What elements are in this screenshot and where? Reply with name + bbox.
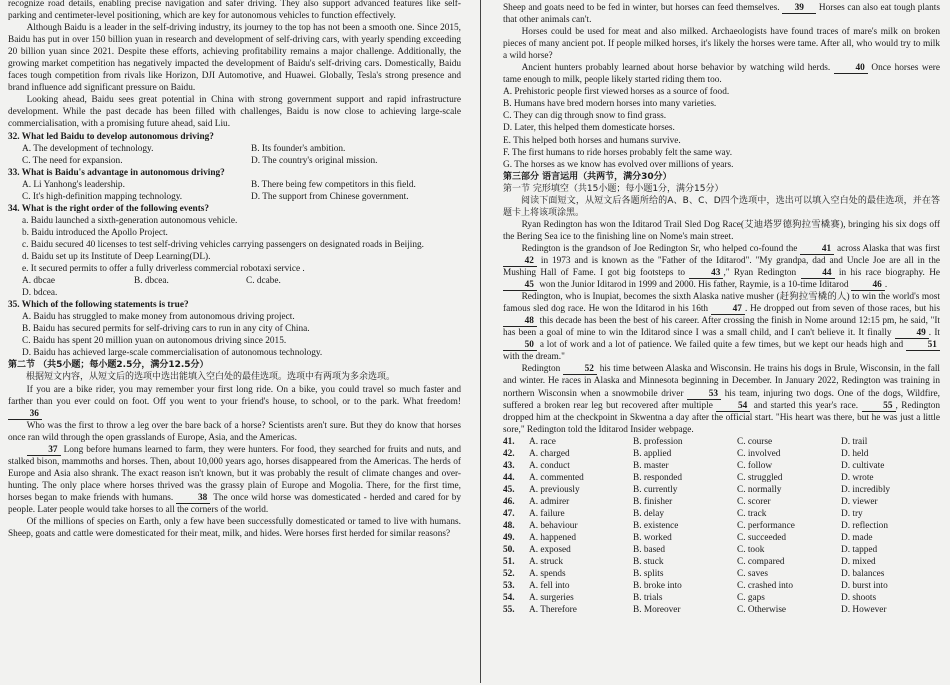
event-d: d. Baidu set up its Institute of Deep Learning(DL). — [22, 251, 211, 262]
left-column — [8, 0, 461, 681]
s2-option-b[interactable]: B. Humans have bred modern horses into many varieties. — [503, 99, 717, 110]
cloze-option[interactable]: B. master — [633, 460, 669, 471]
cloze-question-number: 48. — [503, 521, 515, 532]
cloze-question-number: 52. — [503, 569, 515, 580]
cloze-option[interactable]: B. splits — [633, 569, 664, 580]
cloze-paragraph-1: Ryan Redington has won the Iditarod Trail Sled Dog Race(艾迪塔罗德狗拉雪橇赛), bringing his six dogs off the Bering Sea ice to the finishing line on Nome's main street. — [503, 219, 940, 242]
option-35b[interactable]: B. Baidu has secured permits for self-driving cars to run in any city of China. — [22, 324, 310, 335]
cloze-option[interactable]: C. follow — [737, 460, 773, 471]
cloze-option[interactable]: D. wrote — [841, 472, 874, 483]
cloze-question-number: 42. — [503, 448, 515, 459]
s2-paragraph-6: Horses could be used for meat and also milked. Archaeologists have found traces of mare's milk on broken pieces of many ancient pot. If people milked horses, it's likely the horses were tame. After all, who would try to milk a wild horse? — [503, 27, 940, 62]
paragraph-looking-ahead: Looking ahead, Baidu sees great potential in China with strong government support and rapid infrastructure development. While the past decade has been filled with challenges, Baidu is now close to achieving large-scale commercialisation, with a promising future ahead, said Liu. — [8, 95, 461, 130]
cloze-option-row — [503, 568, 940, 580]
cloze-option[interactable]: A. struck — [529, 557, 564, 568]
part-3-header: 第三部分 语言运用（共两节，满分30分） — [503, 171, 672, 182]
cloze-option-row — [503, 484, 940, 496]
question-34-options — [8, 275, 461, 299]
cloze-paragraph-2: Redington is the grandson of Joe Redington Sr, who helped co-found the 41 across Alaska that was first 42 in 1973 and is known as the "Father of the Iditarod". "My grandpa, dad and Uncle Joe are all in the Mushing Hall of Fame. I got big footsteps to 43 ," Ryan Redington 44 in his race biography. He 45 won the Junior Iditarod in 1999 and 2000. His father, Raymie, is a 10-time Iditarod 46 . — [503, 243, 940, 291]
cloze-question-number: 47. — [503, 508, 515, 519]
option-33c[interactable]: C. It's high-definition mapping technology. — [22, 191, 183, 202]
s2-option-d[interactable]: D. Later, this helped them domesticate horses. — [503, 123, 675, 134]
cloze-question-number: 53. — [503, 581, 515, 592]
cloze-option[interactable]: A. admirer — [529, 496, 570, 507]
cloze-question-number: 51. — [503, 557, 515, 568]
cloze-question-number: 45. — [503, 484, 515, 495]
option-34b[interactable]: B. dbcea. — [134, 276, 169, 287]
cloze-option[interactable]: B. based — [633, 545, 666, 556]
cloze-option-row — [503, 460, 940, 472]
cloze-option[interactable]: C. Otherwise — [737, 605, 787, 616]
cloze-option[interactable]: A. failure — [529, 508, 565, 519]
cloze-option-row — [503, 604, 940, 616]
cloze-option[interactable]: B. worked — [633, 533, 672, 544]
question-35-options — [8, 311, 461, 359]
cloze-question-number: 41. — [503, 436, 515, 447]
cloze-option[interactable]: B. trials — [633, 593, 663, 604]
option-35c[interactable]: C. Baidu has spent 20 million yuan on autonomous driving since 2015. — [22, 336, 287, 347]
cloze-option-row — [503, 472, 940, 484]
cloze-option[interactable]: D. incredibly — [841, 484, 891, 495]
cloze-option[interactable]: A. Therefore — [529, 605, 577, 616]
s2-options-list — [503, 86, 940, 170]
cloze-option[interactable]: A. behaviour — [529, 521, 578, 532]
blank-44[interactable]: 44 — [801, 268, 835, 279]
cloze-option[interactable]: D. However — [841, 605, 887, 616]
cloze-option[interactable]: A. conduct — [529, 460, 570, 471]
event-a: a. Baidu launched a sixth-generation autonomous vehicle. — [22, 215, 238, 226]
question-33: 33. What is Baidu's advantage in autonomous driving? — [8, 167, 225, 178]
s2-paragraph-5: Sheep and goats need to be fed in winter, but horses can feed themselves. 39 Horses can also eat tough plants that other animals can't. — [503, 3, 940, 26]
cloze-option[interactable]: D. burst into — [841, 581, 888, 592]
cloze-option-row — [503, 544, 940, 556]
blank-36[interactable]: 36 — [8, 409, 42, 420]
cloze-question-number: 50. — [503, 545, 515, 556]
cloze-option[interactable]: D. viewer — [841, 496, 878, 507]
blank-39[interactable]: 39 — [782, 3, 816, 14]
option-35a[interactable]: A. Baidu has struggled to make money from autonomous driving project. — [22, 312, 295, 323]
cloze-option[interactable]: D. held — [841, 448, 869, 459]
option-32c[interactable]: C. The need for expansion. — [22, 155, 123, 166]
question-32: 32. What led Baidu to develop autonomous driving? — [8, 131, 214, 142]
cloze-option[interactable]: A. spends — [529, 569, 566, 580]
s2-option-c[interactable]: C. They can dig through snow to find grass. — [503, 111, 667, 122]
cloze-option[interactable]: C. track — [737, 508, 767, 519]
cloze-option[interactable]: A. previously — [529, 484, 580, 495]
right-column — [503, 2, 940, 685]
option-34d[interactable]: D. bdcea. — [22, 288, 58, 299]
cloze-option[interactable]: C. struggled — [737, 472, 783, 483]
cloze-option[interactable]: A. happened — [529, 533, 576, 544]
cloze-option-row — [503, 520, 940, 532]
blank-42[interactable]: 42 — [503, 256, 537, 267]
s2-paragraph-4: Of the millions of species on Earth, only a few have been successfully domesticated or tamed to live with humans. Sheep, goats and cattle were domesticated for their meat, milk, and hides. Were horses first herded for similar reasons? — [8, 517, 461, 540]
cloze-option[interactable]: B. applied — [633, 448, 672, 459]
cloze-paragraph-4: Redington 52 his time between Alaska and Wisconsin. He trains his dogs in Brule, Wisconsin, in the fall and winter. He races in Alaska and Minnesota beginning in December. In January 2022, Redington was training in northern Wisconsin when a snowmobile driver 53 his team, injuring two dogs. One of the dogs, Wildfire, suffered a broken rear leg but recovered after multiple 54 and started this year's race. 55 , Redington dropped him at the checkpoint in Skwentna a day after the official start. "His heart was there, but he was just a little sore," Redington told the Iditarod Insider webpage. — [503, 364, 940, 435]
event-e: e. It secured permits to offer a fully driverless commercial robotaxi service . — [22, 264, 305, 275]
cloze-option[interactable]: D. reflection — [841, 521, 888, 532]
s2-option-a[interactable]: A. Prehistoric people first viewed horses as a source of food. — [503, 87, 730, 98]
cloze-option[interactable]: A. surgeries — [529, 593, 574, 604]
s2-paragraph-7: Ancient hunters probably learned about horse behavior by watching wild herds. 40 Once horses were tame enough to milk, people likely started riding them too. — [503, 63, 940, 86]
s2-option-f[interactable]: F. The first humans to ride horses probably felt the same way. — [503, 147, 733, 158]
cloze-option[interactable]: B. finisher — [633, 496, 673, 507]
intro-paragraph: recognize road details, enabling precise navigation and safer driving. They also support advanced features like self-parking and centimeter-level positioning, which are key for autonomous vehicles to function effectively. — [8, 0, 461, 22]
s2-option-g[interactable]: G. The horses as we know has evolved over millions of years. — [503, 159, 734, 170]
option-32b[interactable]: B. Its founder's ambition. — [251, 143, 346, 154]
cloze-option[interactable]: A. fell into — [529, 581, 570, 592]
column-divider — [480, 0, 481, 683]
cloze-option[interactable]: B. stuck — [633, 557, 664, 568]
cloze-question-number: 49. — [503, 533, 515, 544]
question-34-events — [8, 215, 461, 275]
s2-paragraph-2: Who was the first to throw a leg over the bare back of a horse? Scientists aren't sure. But they do know that horses once ran wild through the open grasslands of Europe, Asia, and the Americas. — [8, 420, 461, 443]
cloze-option[interactable]: A. exposed — [529, 545, 571, 556]
cloze-question-number: 44. — [503, 472, 515, 483]
blank-45[interactable]: 45 — [503, 280, 537, 291]
cloze-option-row — [503, 580, 940, 592]
question-35: 35. Which of the following statements is true? — [8, 300, 189, 311]
blank-37[interactable]: 37 — [27, 445, 61, 456]
section-2-header: 第二节 （共5小题；每小题2.5分，满分12.5分） — [8, 360, 209, 371]
cloze-option[interactable]: B. delay — [633, 508, 664, 519]
blank-53[interactable]: 53 — [687, 389, 721, 400]
cloze-option-row — [503, 436, 940, 448]
blank-52[interactable]: 52 — [563, 364, 597, 375]
cloze-option-row — [503, 532, 940, 544]
cloze-option[interactable]: C. compared — [737, 557, 785, 568]
s2-paragraph-1: If you are a bike rider, you may remember your first long ride. On a bike, you could travel so much faster and farther than you ever could on foot. Off you went to your friend's house, to school, or to the park. What freedom! 36 — [8, 384, 461, 419]
section-2-instructions: 根据短文内容，从短文后的选项中选出能填入空白处的最佳选项。选项中有两项为多余选项。 — [26, 372, 396, 383]
question-34: 34. What is the right order of the following events? — [8, 203, 210, 214]
cloze-option[interactable]: C. succeeded — [737, 533, 787, 544]
cloze-option[interactable]: C. performance — [737, 521, 795, 532]
cloze-question-number: 55. — [503, 605, 515, 616]
paragraph-challenges: Although Baidu is a leader in the self-driving industry, its journey to the top has not been a smooth one. Since 2015, Baidu has put in over 150 billion yuan in research and development of self-driving cars, with yearly spending exceeding 20 billion yuan since 2021. Despite these efforts, achieving profitability remains a major challenge. Additionally, the growing market competition has negatively impacted the development of Baidu's self-driving cars. Domestically, Baidu faces tough competition from rivals like Horizon, DJI Automotive, and Huawei. Globally, Tesla's strong presence and brand influence add significant pressure on Baidu. — [8, 23, 461, 94]
cloze-option[interactable]: C. crashed into — [737, 581, 794, 592]
cloze-option[interactable]: D. trail — [841, 436, 868, 447]
option-35d[interactable]: D. Baidu has achieved large-scale commercialisation of autonomous technology. — [22, 348, 323, 359]
cloze-option[interactable]: D. balances — [841, 569, 885, 580]
cloze-option[interactable]: C. saves — [737, 569, 768, 580]
cloze-option[interactable]: B. responded — [633, 472, 683, 483]
cloze-option[interactable]: D. shoots — [841, 593, 877, 604]
cloze-option-row — [503, 592, 940, 604]
cloze-option[interactable]: B. profession — [633, 436, 683, 447]
event-b: b. Baidu introduced the Apollo Project. — [22, 227, 168, 238]
cloze-question-number: 54. — [503, 593, 515, 604]
blank-54[interactable]: 54 — [716, 401, 750, 412]
option-32d[interactable]: D. The country's original mission. — [251, 155, 378, 166]
blank-49[interactable]: 49 — [895, 328, 929, 339]
question-32-options — [8, 143, 461, 167]
blank-41[interactable]: 41 — [800, 244, 834, 255]
cloze-option[interactable]: C. normally — [737, 484, 782, 495]
cloze-option[interactable]: C. took — [737, 545, 765, 556]
cloze-option[interactable]: C. involved — [737, 448, 781, 459]
cloze-option[interactable]: B. Moreover — [633, 605, 681, 616]
option-32a[interactable]: A. The development of technology. — [22, 143, 154, 154]
blank-51[interactable]: 51 — [906, 340, 940, 351]
cloze-option[interactable]: C. course — [737, 436, 773, 447]
part-3-section-1: 第一节 完形填空（共15小题；每小题1分，满分15分） — [503, 183, 724, 194]
cloze-option-row — [503, 508, 940, 520]
cloze-option[interactable]: A. commented — [529, 472, 584, 483]
cloze-option-row — [503, 496, 940, 508]
cloze-option[interactable]: B. currently — [633, 484, 678, 495]
cloze-option[interactable]: A. race — [529, 436, 556, 447]
blank-50[interactable]: 50 — [503, 340, 537, 351]
event-c: c. Baidu secured 40 licenses to test self-driving vehicles carrying passengers on designated roads in Beijing. — [22, 239, 424, 250]
cloze-option-row — [503, 556, 940, 568]
blank-55[interactable]: 55 — [862, 401, 896, 412]
cloze-option[interactable]: C. scorer — [737, 496, 771, 507]
blank-46[interactable]: 46 — [851, 280, 885, 291]
s2-paragraph-3: 37 Long before humans learned to farm, they were hunters. For food, they searched for fruits and nuts, and stalked bison, mammoths and horses. Then, about 10,000 years ago, horses disappeared from the Americas. The herds of Europe and Asia also shrank. The exact reason isn't known, but it was probably the result of climate changes and over-hunting. The only place where horses thrived was the grassy plain of Europe and Mogolia. There, for the first time, horses began to make friends with humans. 38 The once wild horse was domesticated - herded and cared for by people. Later people would take horses to all the corners of the world. — [8, 444, 461, 515]
cloze-paragraph-3: Redington, who is Inupiat, becomes the sixth Alaska native musher (赶狗拉雪橇的人) to win the world's most famous sled dog race. He won the Iditarod in his 16th 47 . He dropped out from seven of those races, but his 48 this decade has been the best of his career. After crossing the finish in Nome around 12:15 pm, he said, "It has been a goal of mine to win the Iditarod since I was a small child, and I can't believe it. It finally 49 . It 50 a lot of work and a lot of patience. We failed quite a few times, but we kept our heads high and 51 with the dream." — [503, 292, 940, 363]
cloze-option[interactable]: D. tapped — [841, 545, 878, 556]
cloze-option[interactable]: D. cultivate — [841, 460, 885, 471]
cloze-question-number: 46. — [503, 496, 515, 507]
blank-47[interactable]: 47 — [711, 304, 745, 315]
s2-option-e[interactable]: E. This helped both horses and humans survive. — [503, 135, 681, 146]
cloze-option[interactable]: C. gaps — [737, 593, 765, 604]
blank-40[interactable]: 40 — [834, 63, 868, 74]
cloze-option-row — [503, 448, 940, 460]
cloze-option[interactable]: D. made — [841, 533, 873, 544]
option-33b[interactable]: B. There being few competitors in this field. — [251, 179, 416, 190]
cloze-option[interactable]: A. charged — [529, 448, 570, 459]
question-33-options — [8, 179, 461, 203]
blank-38[interactable]: 38 — [176, 493, 210, 504]
option-33a[interactable]: A. Li Yanhong's leadership. — [22, 179, 125, 190]
option-34c[interactable]: C. dcabe. — [246, 276, 281, 287]
blank-48[interactable]: 48 — [503, 316, 537, 327]
option-33d[interactable]: D. The support from Chinese government. — [251, 191, 409, 202]
option-34a[interactable]: A. dbcae — [22, 276, 56, 287]
cloze-option[interactable]: B. broke into — [633, 581, 682, 592]
cloze-option[interactable]: B. existence — [633, 521, 679, 532]
part-3-instructions: 阅读下面短文，从短文后各题所给的A、B、C、D四个选项中，选出可以填入空白处的最佳选项，并在答题卡上将该项涂黑。 — [503, 195, 940, 218]
cloze-option[interactable]: D. mixed — [841, 557, 876, 568]
cloze-options-table — [503, 436, 940, 617]
blank-43[interactable]: 43 — [689, 268, 723, 279]
cloze-question-number: 43. — [503, 460, 515, 471]
cloze-option[interactable]: D. try — [841, 508, 863, 519]
